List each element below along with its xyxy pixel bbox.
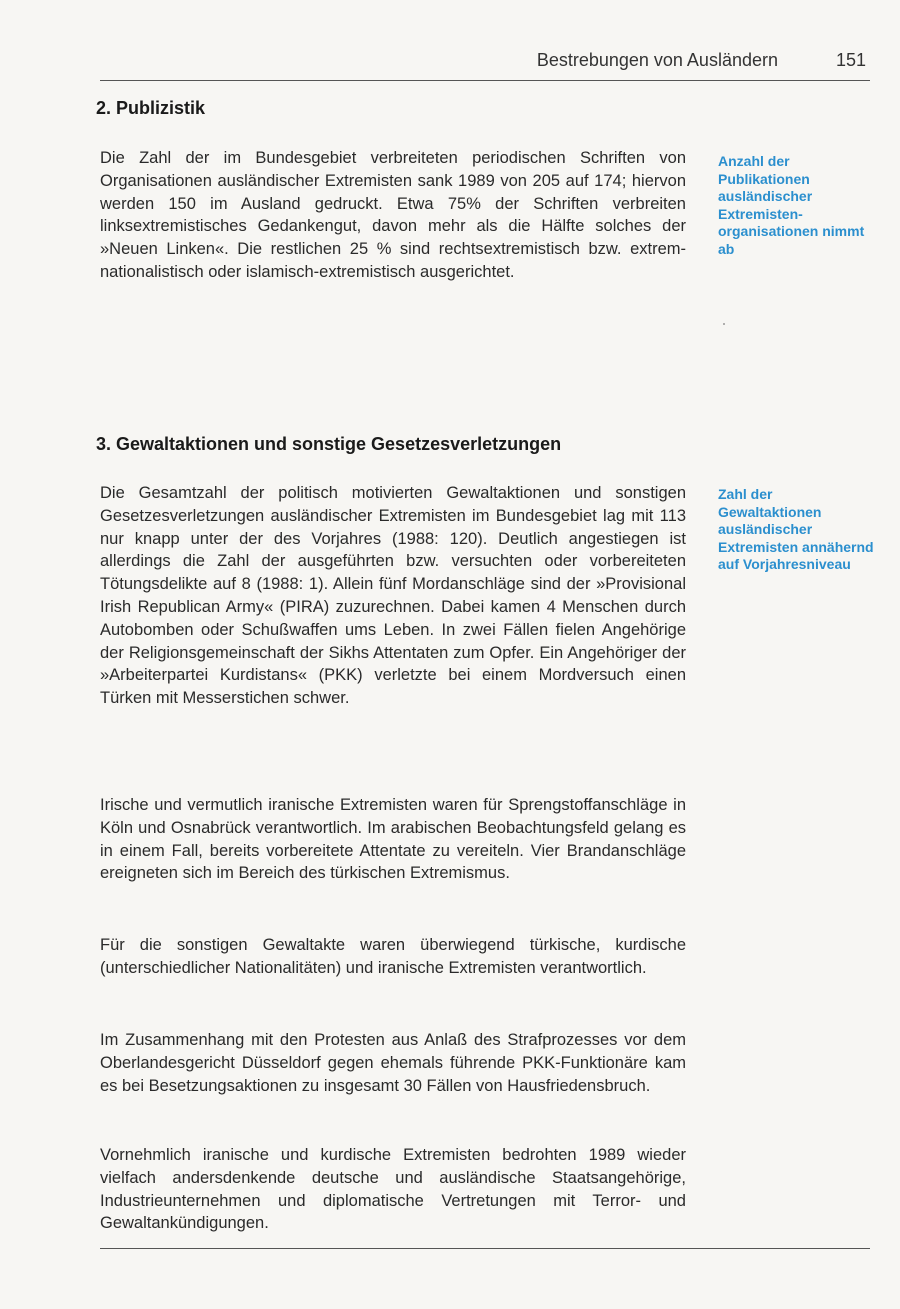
footer-rule bbox=[100, 1248, 870, 1249]
paragraph-gewaltaktionen-3: Für die sonstigen Gewaltakte waren überwiegend türkische, kurdische (unterschiedlicher Nationalitäten) und iranische Extremisten verantwortlich. bbox=[100, 936, 686, 977]
scan-speck bbox=[723, 323, 725, 325]
page-number: 151 bbox=[835, 50, 866, 70]
paragraph-gewaltaktionen-5: Vornehmlich iranische und kurdische Extremisten bedrohten 1989 wieder vielfach andersdenkende deutsche und ausländische Staatsangehörige, Industrieunternehmen und diplomatische Vertretungen mit Terror- und Gewaltankündigungen. bbox=[100, 1146, 686, 1233]
margin-note-gewaltaktionen: Zahl der Gewaltaktionen ausländischer Extremisten annähernd auf Vorjahresniveau bbox=[718, 486, 874, 573]
paragraph-publizistik: Die Zahl der im Bundesgebiet verbreiteten periodischen Schriften von Organisationen ausländischer Extremisten sank 1989 von 205 auf 174; hiervon werden 150 im Ausland gedruckt. Etwa 75% der Schriften verbreiten linksextremistisches Gedankengut, davon mehr als die Hälfte solches der »Neuen Linken«. Die restlichen 25 % sind rechtsextremistisch bzw. extrem-nationalistisch oder islamisch-extremistisch ausgerichtet. bbox=[100, 149, 686, 281]
paragraph-gewaltaktionen-2: Irische und vermutlich iranische Extremisten waren für Sprengstoffanschläge in Köln und Osnabrück verantwortlich. Im arabischen Beobachtungsfeld gelang es in einem Fall, bereits vorbereitete Attentate zu vereiteln. Vier Brandanschläge ereigneten sich im Bereich des türkischen Extremismus. bbox=[100, 796, 686, 883]
section-heading-publizistik: 2. Publizistik bbox=[96, 98, 206, 118]
paragraph-gewaltaktionen-1: Die Gesamtzahl der politisch motivierten Gewaltaktionen und sonstigen Gesetzesverletzungen ausländischer Extremisten im Bundesgebiet lag mit 113 nur knapp unter der des Vorjahres (1988: 120). Deutlich angestiegen ist allerdings die Zahl der ausgeführten bzw. versuchten oder vorbereiteten Tötungsdelikte auf 8 (1988: 1). Allein fünf Mordanschläge sind der »Provisional Irish Republican Army« (PIRA) zuzurechnen. Dabei kamen 4 Menschen durch Autobomben oder Schußwaffen ums Leben. In zwei Fällen fielen Angehörige der Religionsgemeinschaft der Sikhs Attentaten zum Opfer. Ein Angehöriger der »Arbeiterpartei Kurdistans« (PKK) verletzte bei einem Mordversuch einen Türken mit Messerstichen schwer. bbox=[100, 484, 686, 708]
paragraph-gewaltaktionen-4: Im Zusammenhang mit den Protesten aus Anlaß des Strafprozesses vor dem Oberlandesgericht Düsseldorf gegen ehemals führende PKK-Funktionäre kam es bei Besetzungsaktionen zu insgesamt 30 Fällen von Hausfriedensbruch. bbox=[100, 1031, 686, 1095]
margin-note-publizistik: Anzahl der Publikationen ausländischer Extremisten-organisationen nimmt ab bbox=[718, 153, 865, 257]
running-title: Bestrebungen von Ausländern bbox=[536, 50, 778, 70]
page-header bbox=[100, 46, 870, 81]
section-heading-gewaltaktionen: 3. Gewaltaktionen und sonstige Gesetzesverletzungen bbox=[96, 434, 562, 454]
